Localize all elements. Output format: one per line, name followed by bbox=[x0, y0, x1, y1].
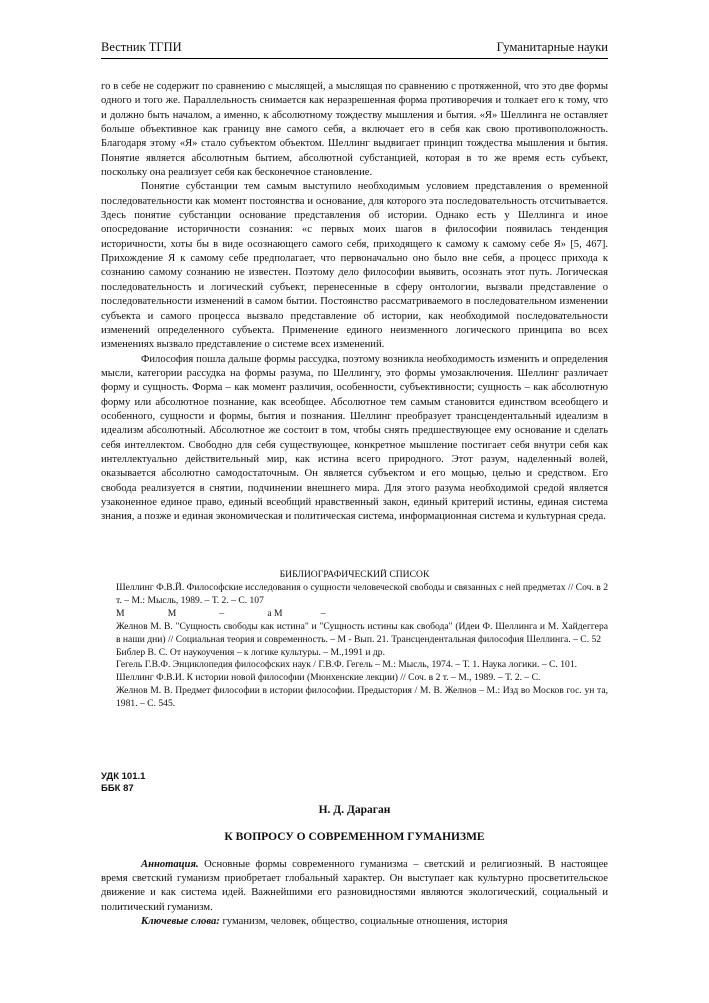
classification-codes bbox=[101, 771, 145, 794]
bibliography-item-1: Шеллинг Ф.В.Й. Философские исследования о сущности человеческой свободы и связанных с ней предметах // Соч. в 2 т. – М.: Мысль, 1989. – Т. 2. – С. 107 bbox=[116, 582, 608, 606]
article-body bbox=[101, 80, 608, 525]
body-paragraph-2: Понятие субстанции тем самым выступило необходимым условием представления о временной последовательности как момент постоянства и основание, для которого эта последовательность отсчитывается. Здесь понятие субстанции основание представления об истории. Однако есть у Шеллинга и иное опосредование историчности сознания: «с первых моих шагов в философии появилась тенденция историчности, хоты бы в виде осознающего самого себя, приходящего к самому к самому себе Я» [5, 467]. Прихождение Я к самому себе предполагает, что первоначально оно было вне себя, а процесс прихода к сознанию самому сознанию не известен. Поэтому дело философии выявить, осознать этот путь. Логическая последовательность и логический субъект, перенесенные в сферу онтологии, вызвали представление о последовательности изменений в самом бытии. Постоянство рассматриваемого в последовательном изменении субъекта и самого процесса вызвало представление об истории, как необходимой последовательности изменений определенного субъекта. Применение единого неизменного логического принципа во всех изменениях вызвало представление о системе всех изменений. bbox=[101, 181, 608, 351]
bibliography-list bbox=[116, 582, 608, 711]
body-paragraph-3: Философия пошла дальше формы рассудка, поэтому возникла необходимость изменить и определения мысли, категории рассудка на формы разума, по Шеллингу, это формы умозаключения. Шеллинг различает форму и сущность. Форма – как момент различия, особенности, субъективности; сущность – как абсолютную форму или абсолютное познание, как всеобщее. Абсолютное тем самым становится единством всеобщего и особенного, сущности и формы, бытия и познания. Шеллинг преобразует трансцендентальный идеализм в идеализм абсолютный. Абсолютное же состоит в том, чтобы снять предшествующее ему основание и сделать себя интеллектом. Свободно для себя существующее, конкретное мышление постигает себя внутри себя как интеллектуально действительный мир, как истина всего природного. Этот разум, наделенный волей, оказывается абсолютно самодостаточным. Он является субъектом и его мощью, целью и средством. Его свобода реализуется в снятии, подчинении внешнего мира. Для этого разума необходимой средой является узаконенное единое право, единый всеобщий нравственный закон, единый критерий истины, единая система знания, а позже и единая экономическая и политическая система, информационная система и культурная среда. bbox=[101, 353, 608, 523]
abstract-block bbox=[101, 858, 608, 929]
abstract-text: Основные формы современного гуманизма – светский и религиозный. В настоящее время светский гуманизм приобретает глобальный характер. Он выступает как культурно просветительское движение и как система идей. Важнейшими его разновидностями являются экологический, социальный и политический гуманизм. bbox=[101, 859, 608, 913]
running-header bbox=[101, 40, 608, 59]
abstract-label: Аннотация. bbox=[141, 859, 199, 870]
section-name: Гуманитарные науки bbox=[496, 40, 608, 54]
bibliography-title: БИБЛИОГРАФИЧЕСКИЙ СПИСОК bbox=[279, 569, 430, 580]
bibliography-item-7: Желнов М. В. Предмет философии в истории философии. Предыстория / М. В. Желнов – М.: Изд во Москов гос. ун та, 1981. – С. 545. bbox=[116, 685, 608, 710]
bibliography-item-3: Желнов М. В. "Сущность свободы как истина" и "Сущность истины как свобода" (Идеи Ф. Шеллинга и М. Хайдеггера в наши дни) // Социальная теория и современность. – М - Вып. 21. Трансцендентальная философия Шеллинга. – С. 52 bbox=[116, 620, 608, 645]
abstract-paragraph bbox=[101, 858, 608, 915]
body-paragraph-1: го в себе не содержит по сравнению с мыслящей, а мыслящая по сравнению с протяженной, что это две формы одного и того же. Параллельность снимается как неразрешенная форма противоречия и толкает его к тому, что и должно быть началом, а именно, к абсолютному тождеству мышления и бытия. «Я» Шеллинга не оставляет больше объективное как границу вне самого себя, а включает его в себя как свою противоположность. Благодаря этому «Я» стало субъектом объектом. Шеллинг выдвигает принцип тождества мышления и бытия. Понятие является абсолютным бытием, абсолютной субстанцией, которая в то же время есть субъект, поскольку она реализует себя как бесконечное становление. bbox=[101, 81, 608, 179]
keywords-text: гуманизм, человек, общество, социальные отношения, история bbox=[219, 915, 508, 927]
udk-code: УДК 101.1 bbox=[101, 771, 146, 782]
journal-name: Вестник ТГПИ bbox=[101, 40, 182, 54]
keywords-label: Ключевые слова: bbox=[141, 915, 220, 927]
bibliography-item-5: Гегель Г.В.Ф. Энциклопедия философских наук / Г.В.Ф. Гегель – М.: Мысль, 1974. – Т. 1. Наука логики. – С. 101. bbox=[116, 659, 578, 671]
bbk-code: ББК 87 bbox=[101, 782, 134, 794]
bibliography-item-6: Шеллинг Ф.В.И. К истории новой философии (Мюнхенские лекции) // Соч. в 2 т. – М., 1989. – Т. 2. – С. bbox=[116, 672, 541, 684]
bibliography-item-4: Библер В. С. От наукоучения – к логике культуры. – М.,1991 и др. bbox=[116, 646, 386, 658]
article-author: Н. Д. Дараган bbox=[318, 804, 391, 816]
keywords-paragraph bbox=[101, 915, 608, 929]
bibliography-item-2: М М – а М – bbox=[116, 607, 326, 619]
article-title: К ВОПРОСУ О СОВРЕМЕННОМ ГУМАНИЗМЕ bbox=[224, 831, 485, 843]
